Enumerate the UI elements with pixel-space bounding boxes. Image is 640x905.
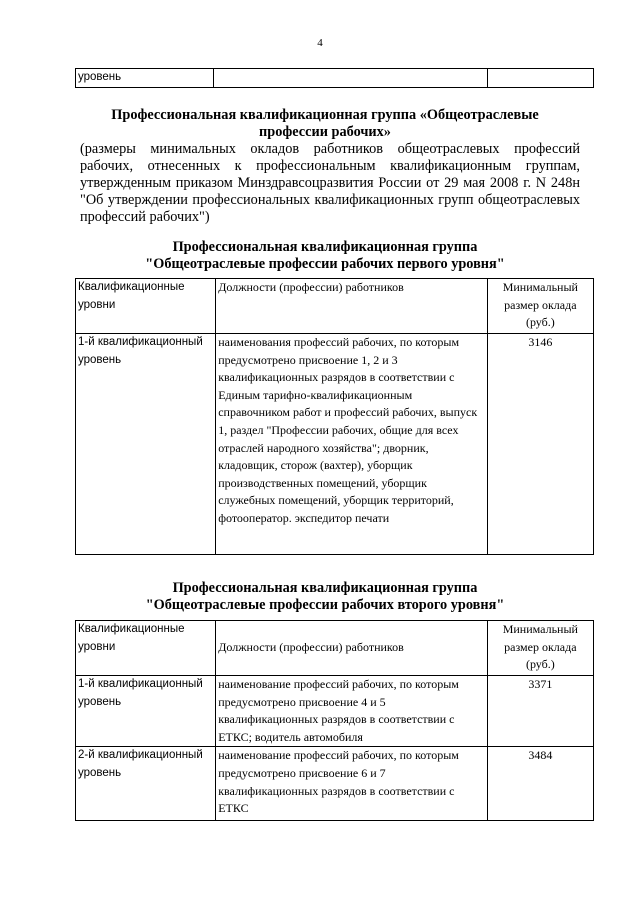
level-cell: 1-й квалификационный уровень	[76, 676, 216, 747]
group1-title	[60, 239, 590, 273]
column-header: Квалификационные уровни	[76, 279, 216, 334]
column-header: Должности (профессии) работников	[216, 279, 487, 334]
salary-cell: 3484	[487, 747, 593, 821]
main-title-line: профессии рабочих»	[259, 124, 391, 140]
table-cell	[488, 69, 594, 88]
positions-cell: наименование профессий рабочих, по которым предусмотрено присвоение 6 и 7 квалификационных разрядов в соответствии с ЕТКС	[216, 747, 487, 821]
table-row	[76, 676, 594, 747]
page-number: 4	[317, 37, 323, 49]
column-header: Квалификационные уровни	[76, 621, 216, 676]
group2-table	[75, 620, 594, 821]
main-title-line: Профессиональная квалификационная группа «Общеотраслевые	[111, 107, 539, 123]
table-cell	[213, 69, 487, 88]
main-title	[60, 107, 590, 141]
column-header: Минимальный размер оклада (руб.)	[487, 279, 593, 334]
level-cell: 2-й квалификационный уровень	[76, 747, 216, 821]
description: (размеры минимальных окладов работников общеотраслевых профессий рабочих, отнесенных к профессиональным квалификационным группам, утвержденным приказом Минздравсоцразвития России от 29 мая 2008 г. N 248н "Об утверждении профессиональных квалификационных групп общеотраслевых профессий рабочих")	[80, 141, 580, 225]
group1-title-line: Профессиональная квалификационная группа	[172, 239, 478, 255]
positions-cell: наименования профессий рабочих, по которым предусмотрено присвоение 1, 2 и 3 квалификационных разрядов в соответствии с Единым тарифно-квалификационным справочником работ и профессий рабочих, выпуск 1, раздел "Профессии рабочих, общие для всех отраслей народного хозяйства"; дворник, кладовщик, сторож (вахтер), уборщик производственных помещений, уборщик служебных помещений, уборщик территорий, фотооператор. экспедитор печати	[216, 334, 487, 555]
level-cell: 1-й квалификационный уровень	[76, 334, 216, 555]
positions-cell: наименование профессий рабочих, по которым предусмотрено присвоение 4 и 5 квалификационных разрядов в соответствии с ЕТКС; водитель автомобиля	[216, 676, 487, 747]
group2-title-line: Профессиональная квалификационная группа	[172, 580, 478, 596]
table-header-row	[76, 621, 594, 676]
group2-title-line: "Общеотраслевые профессии рабочих второго уровня"	[145, 597, 505, 613]
column-header: Должности (профессии) работников	[216, 621, 487, 676]
table-row	[76, 747, 594, 821]
column-header: Минимальный размер оклада (руб.)	[487, 621, 593, 676]
group1-title-line: "Общеотраслевые профессии рабочих первого уровня"	[145, 256, 505, 272]
salary-cell: 3146	[487, 334, 593, 555]
table-row	[76, 334, 594, 555]
table-cell: уровень	[76, 69, 214, 88]
table-header-row	[76, 279, 594, 334]
group1-table	[75, 278, 594, 555]
top-table-fragment	[75, 68, 594, 88]
salary-cell: 3371	[487, 676, 593, 747]
table-row	[76, 69, 594, 88]
group2-title	[60, 580, 590, 614]
